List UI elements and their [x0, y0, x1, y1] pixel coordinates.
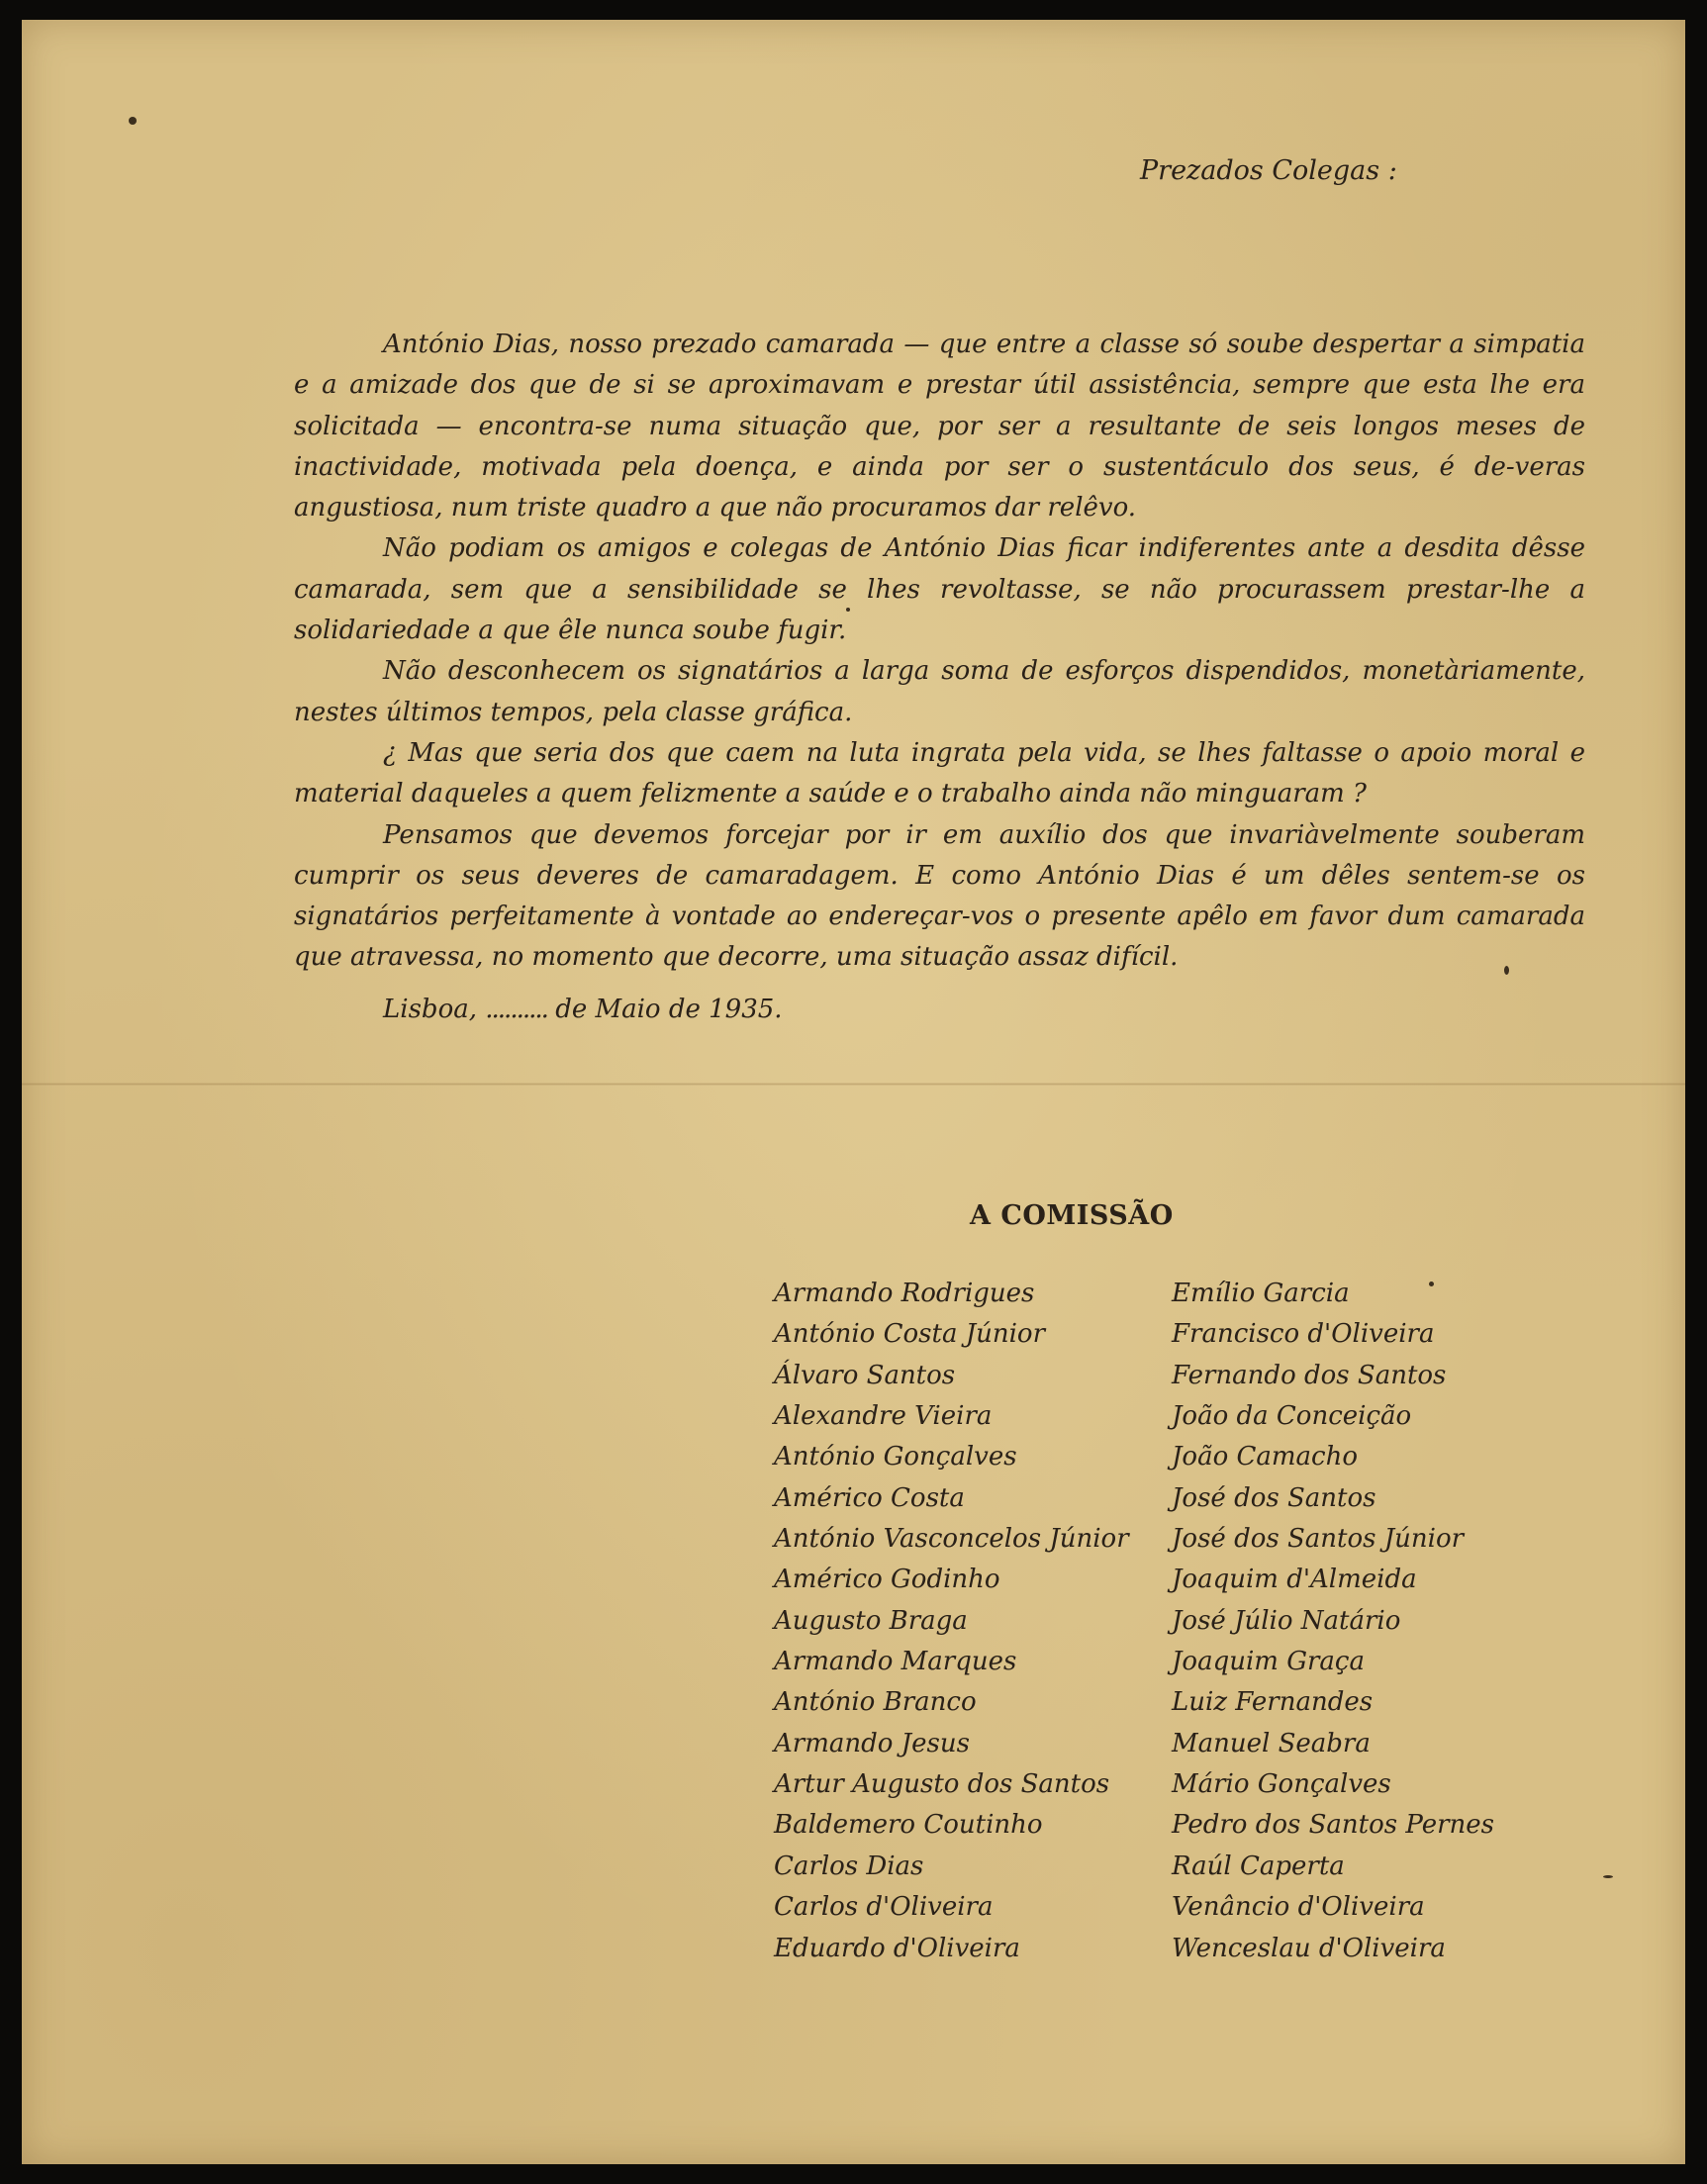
signatory-name: José Júlio Natário: [1172, 1605, 1401, 1636]
signatory-name: José dos Santos Júnior: [1172, 1524, 1465, 1555]
signatory-name: Mário Gonçalves: [1172, 1769, 1391, 1800]
signatory-name: Américo Godinho: [774, 1565, 1000, 1595]
signatory-name: Luiz Fernandes: [1172, 1687, 1374, 1718]
paper-speck: [846, 608, 850, 612]
body-paragraph: Pensamos que devemos forcejar por ir em auxílio dos que invariàvelmente souberam cumprir os seus deveres de camaradagem. E como António Dias é um dêles sentem-se os signatários perfeitamente à vontade ao endereçar-vos o presente apêlo em favor dum camarada que atravessa, no momento que decorre, uma situação assaz difícil.: [294, 819, 1585, 973]
letter-paper: [22, 20, 1685, 2164]
commission-title: A COMISSÃO: [970, 1200, 1174, 1231]
body-paragraph: Não desconhecem os signatários a larga soma de esforços dispendidos, monetàriamente, nestes últimos tempos, pela classe gráfica.: [294, 656, 1585, 727]
body-paragraph: Não podiam os amigos e colegas de António Dias ficar indiferentes ante a desdita dêsse camarada, sem que a sensibilidade se lhes revoltasse, se não procurassem prestar-lhe a solidariedade a que êle nunca soube fugir.: [294, 533, 1585, 646]
salutation: Prezados Colegas :: [1140, 155, 1397, 186]
signatory-name: Wenceslau d'Oliveira: [1172, 1933, 1446, 1963]
letter-body: [294, 325, 1585, 979]
signatory-name: Armando Marques: [774, 1647, 1017, 1677]
dateline-blank: ..........: [485, 995, 547, 1024]
signatory-name: Pedro dos Santos Pernes: [1172, 1810, 1494, 1841]
fold-crease: [22, 1083, 1685, 1086]
paper-speck: [1429, 1282, 1434, 1286]
signatories-right-column: [1172, 1274, 1494, 1969]
signatory-name: Emílio Garcia: [1172, 1279, 1350, 1308]
signatory-name: António Vasconcelos Júnior: [774, 1524, 1129, 1555]
signatory-name: António Gonçalves: [774, 1442, 1017, 1472]
signatory-name: Alexandre Vieira: [774, 1401, 993, 1432]
dateline-place: Lisboa,: [383, 995, 477, 1024]
paper-speck: [1504, 966, 1509, 975]
signatory-name: Fernando dos Santos: [1172, 1360, 1447, 1390]
dateline: [383, 995, 783, 1024]
signatory-name: Augusto Braga: [774, 1605, 968, 1636]
dateline-date: de Maio de 1935.: [555, 995, 783, 1024]
signatory-name: António Branco: [774, 1687, 977, 1718]
signatory-name: Carlos Dias: [774, 1851, 924, 1881]
signatory-name: Carlos d'Oliveira: [774, 1892, 994, 1923]
signatory-name: Armando Jesus: [774, 1728, 970, 1758]
signatory-name: Américo Costa: [774, 1482, 965, 1513]
signatories-left-column: [774, 1274, 1129, 1969]
signatory-name: Venâncio d'Oliveira: [1172, 1892, 1425, 1923]
signatory-name: João Camacho: [1172, 1442, 1359, 1472]
signatory-name: Artur Augusto dos Santos: [774, 1769, 1110, 1800]
signatory-name: António Costa Júnior: [774, 1319, 1046, 1350]
signatory-name: Baldemero Coutinho: [774, 1810, 1043, 1841]
signatory-name: Manuel Seabra: [1172, 1728, 1371, 1758]
signatory-name: Francisco d'Oliveira: [1172, 1319, 1435, 1350]
signatory-name: Joaquim d'Almeida: [1172, 1565, 1417, 1595]
paper-speck: [129, 117, 137, 125]
signatory-name: Joaquim Graça: [1172, 1647, 1365, 1677]
signatory-name: Armando Rodrigues: [774, 1279, 1035, 1308]
signatory-name: Álvaro Santos: [774, 1360, 956, 1390]
signatory-name: João da Conceição: [1172, 1401, 1412, 1432]
body-paragraph: ¿ Mas que seria dos que caem na luta ingrata pela vida, se lhes faltasse o apoio moral e material daqueles a quem felizmente a saúde e o trabalho ainda não minguaram ?: [294, 737, 1585, 809]
paper-speck: [1603, 1875, 1613, 1878]
signatory-name: José dos Santos: [1172, 1482, 1376, 1513]
body-paragraph: António Dias, nosso prezado camarada — que entre a classe só soube despertar a simpatia e a amizade dos que de si se aproximavam e prestar útil assistência, sempre que esta lhe era solicitada — encontra-se numa situação que, por ser a resultante de seis longos meses de inactividade, motivada pela doença, e ainda por ser o sustentáculo dos seus, é de-veras angustiosa, num triste quadro a que não procuramos dar relêvo.: [294, 330, 1585, 523]
signatory-name: Eduardo d'Oliveira: [774, 1933, 1020, 1963]
signatory-name: Raúl Caperta: [1172, 1851, 1345, 1881]
